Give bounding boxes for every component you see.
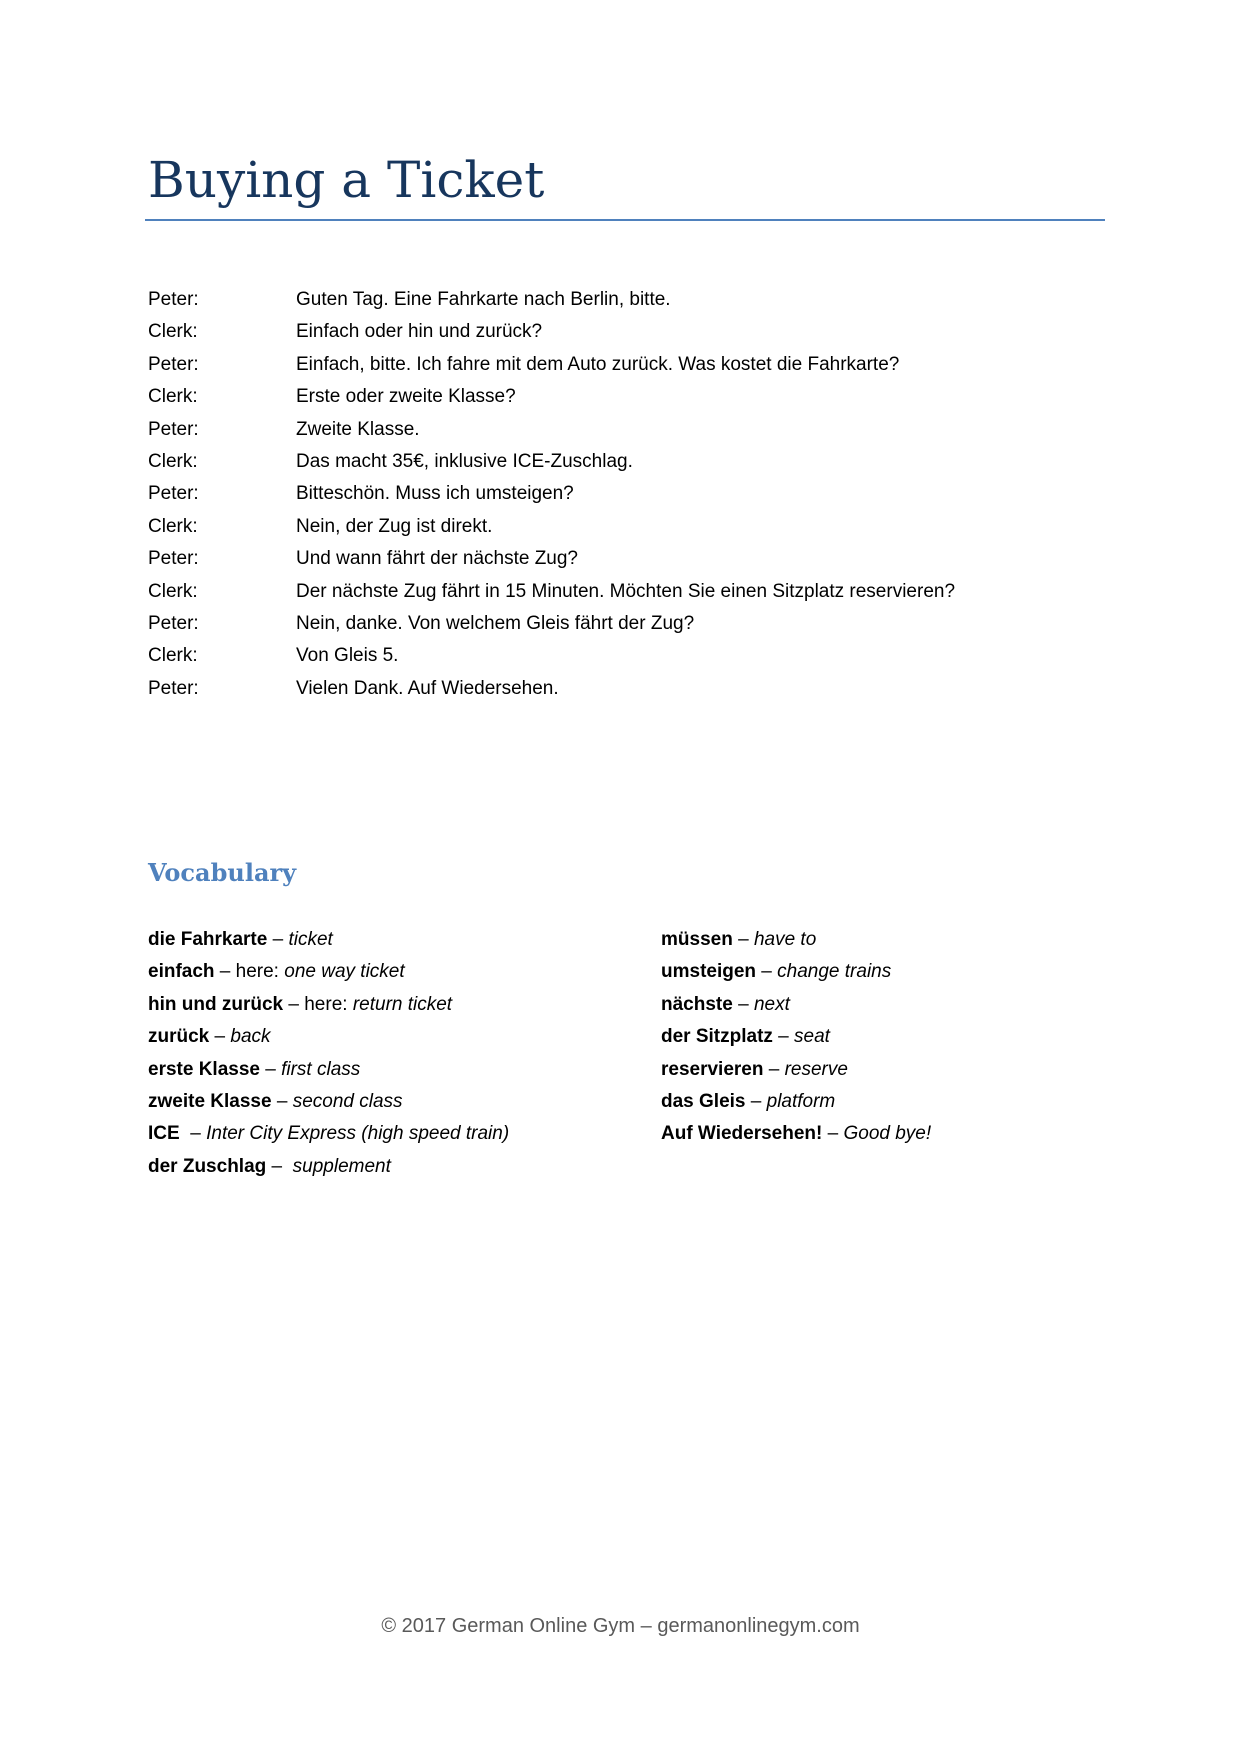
vocabulary-item (661, 1086, 931, 1118)
dialogue-line (148, 543, 955, 575)
vocabulary-separator: – (763, 1058, 785, 1080)
vocabulary-separator: – (179, 1123, 207, 1145)
dialogue-line (148, 349, 955, 381)
page-title: Buying a Ticket (148, 151, 545, 209)
vocabulary-separator: – (209, 1026, 231, 1048)
vocabulary-meaning: platform (766, 1090, 836, 1112)
dialogue-text: Erste oder zweite Klasse? (296, 386, 516, 408)
dialogue-text: Bitteschön. Muss ich umsteigen? (296, 483, 574, 505)
vocabulary-separator: – (732, 993, 754, 1015)
vocabulary-separator: – (745, 1090, 767, 1112)
vocabulary-meaning: supplement (292, 1155, 391, 1177)
dialogue-text: Guten Tag. Eine Fahrkarte nach Berlin, bitte. (296, 289, 671, 310)
speaker-label: Peter: (148, 677, 199, 699)
vocabulary-term: die Fahrkarte (148, 929, 268, 950)
dialogue-text: Einfach oder hin und zurück? (296, 321, 543, 343)
vocabulary-meaning: back (230, 1026, 271, 1048)
vocabulary-heading: Vocabulary (148, 858, 297, 887)
vocabulary-item (148, 989, 509, 1021)
vocabulary-separator: – (822, 1123, 844, 1145)
speaker-label: Clerk: (148, 515, 198, 537)
vocabulary-separator: – (267, 929, 289, 950)
vocabulary-item (661, 1021, 931, 1053)
speaker-label: Peter: (148, 548, 199, 570)
vocabulary-item (148, 1118, 509, 1150)
vocabulary-meaning: Inter City Express (high speed train) (206, 1123, 510, 1145)
vocabulary-meaning: reserve (784, 1058, 848, 1080)
vocabulary-item (148, 1151, 509, 1183)
speaker-label: Peter: (148, 612, 199, 634)
dialogue-line (148, 446, 955, 478)
vocabulary-term: müssen (661, 929, 733, 950)
vocabulary-note: here: (235, 961, 285, 983)
vocabulary-term: erste Klasse (148, 1058, 260, 1080)
vocabulary-meaning: have to (753, 929, 817, 950)
vocabulary-list-right (661, 924, 931, 1151)
vocabulary-meaning: one way ticket (284, 961, 405, 983)
dialogue-text: Nein, der Zug ist direkt. (296, 515, 493, 537)
dialogue-line (148, 608, 955, 640)
vocabulary-list-left (148, 924, 509, 1183)
footer-copyright: © 2017 German Online Gym – germanonlinegym.com (381, 1615, 860, 1637)
vocabulary-item (148, 1021, 509, 1053)
vocabulary-item (148, 956, 509, 988)
title-underline (145, 219, 1105, 221)
dialogue-text: Nein, danke. Von welchem Gleis fährt der Zug? (296, 612, 695, 634)
dialogue-line (148, 478, 955, 510)
dialogue-text: Zweite Klasse. (296, 418, 420, 440)
vocabulary-meaning: seat (794, 1026, 830, 1048)
vocabulary-term: nächste (661, 993, 733, 1015)
vocabulary-separator: – (271, 1090, 293, 1112)
vocabulary-meaning: first class (281, 1058, 361, 1080)
vocabulary-meaning: change trains (777, 961, 892, 983)
vocabulary-item (661, 1054, 931, 1086)
vocabulary-term: zweite Klasse (148, 1090, 272, 1112)
vocabulary-term: einfach (148, 961, 215, 983)
dialogue-line (148, 673, 955, 705)
vocabulary-term: das Gleis (661, 1090, 746, 1112)
vocabulary-meaning: second class (292, 1090, 403, 1112)
dialogue-text: Und wann fährt der nächste Zug? (296, 548, 579, 570)
speaker-label: Clerk: (148, 386, 198, 408)
vocabulary-term: der Zuschlag (148, 1155, 267, 1177)
dialogue-line (148, 284, 955, 316)
vocabulary-item (661, 989, 931, 1021)
dialogue-text: Einfach, bitte. Ich fahre mit dem Auto zurück. Was kostet die Fahrkarte? (296, 353, 900, 375)
dialogue-line (148, 576, 955, 608)
speaker-label: Clerk: (148, 645, 198, 667)
vocabulary-term: zurück (148, 1026, 210, 1048)
vocabulary-item (148, 924, 509, 956)
dialogue-text: Vielen Dank. Auf Wiedersehen. (296, 677, 559, 699)
vocabulary-item (148, 1054, 509, 1086)
vocabulary-term: ICE (148, 1123, 180, 1145)
speaker-label: Clerk: (148, 450, 198, 472)
vocabulary-meaning: next (753, 993, 790, 1015)
vocabulary-term: Auf Wiedersehen! (661, 1123, 823, 1145)
speaker-label: Peter: (148, 353, 199, 375)
vocabulary-term: umsteigen (661, 961, 757, 983)
speaker-label: Peter: (148, 289, 199, 310)
speaker-label: Clerk: (148, 580, 198, 602)
speaker-label: Peter: (148, 483, 199, 505)
dialogue (148, 284, 955, 705)
dialogue-line (148, 316, 955, 348)
vocabulary-separator: – (283, 993, 305, 1015)
vocabulary-separator: – (214, 961, 236, 983)
vocabulary-note: here: (304, 993, 353, 1015)
dialogue-text: Der nächste Zug fährt in 15 Minuten. Möchten Sie einen Sitzplatz reservieren? (296, 580, 956, 602)
vocabulary-term: hin und zurück (148, 993, 284, 1015)
vocabulary-separator: – (259, 1058, 282, 1080)
vocabulary-term: der Sitzplatz (661, 1026, 773, 1048)
vocabulary-item (148, 1086, 509, 1118)
vocabulary-separator: – (756, 961, 778, 983)
vocabulary-item (661, 956, 931, 988)
vocabulary-separator: – (772, 1026, 795, 1048)
vocabulary-separator: – (732, 929, 754, 950)
dialogue-text: Das macht 35€, inklusive ICE-Zuschlag. (296, 450, 633, 472)
vocabulary-meaning: return ticket (352, 993, 453, 1015)
vocabulary-meaning: Good bye! (843, 1123, 932, 1145)
dialogue-line (148, 640, 955, 672)
vocabulary-meaning: ticket (288, 929, 333, 950)
dialogue-line (148, 511, 955, 543)
speaker-label: Peter: (148, 418, 199, 440)
vocabulary-separator: – (266, 1155, 293, 1177)
vocabulary-item (661, 1118, 931, 1150)
vocabulary-term: reservieren (661, 1058, 764, 1080)
vocabulary-item (661, 924, 931, 956)
speaker-label: Clerk: (148, 321, 198, 343)
dialogue-text: Von Gleis 5. (296, 645, 399, 667)
dialogue-line (148, 381, 955, 413)
dialogue-line (148, 414, 955, 446)
